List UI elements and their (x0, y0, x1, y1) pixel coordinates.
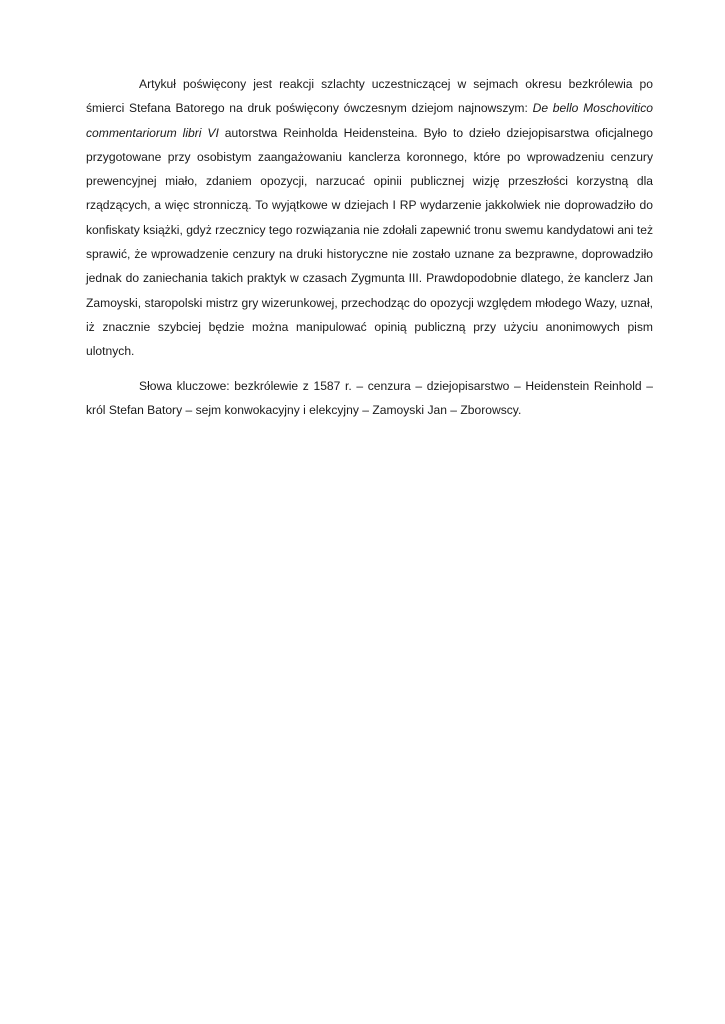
abstract-text-part2: autorstwa Reinholda Heidensteina. Było to dzieło dziejopisarstwa oficjalnego przygotowane przy osobistym zaangażowaniu kanclerza koronnego, które po wprowadzeniu cenzury prewencyjnej miało, zdaniem opozycji, narzucać opinii publicznej wizję przeszłości korzystną dla rządzących, a więc stronniczą. To wyjątkowe w dziejach I RP wydarzenie jakkolwiek nie doprowadziło do konfiskaty książki, gdyż rzecznicy tego rozwiązania nie zdołali zapewnić tronu swemu kandydatowi ani też sprawić, że wprowadzenie cenzury na druki historyczne nie zostało uznane za bezprawne, doprowadziło jednak do zaniechania takich praktyk w czasach Zygmunta III. Prawdopodobnie dlatego, że kanclerz Jan Zamoyski, staropolski mistrz gry wizerunkowej, przechodząc do opozycji względem młodego Wazy, uznał, iż znacznie szybciej będzie można manipulować opinią publiczną przy użyciu anonimowych pism ulotnych. (86, 125, 653, 359)
document-body (86, 72, 653, 422)
book-title: De bello Moschovitico commentariorum libri VI (86, 101, 653, 140)
abstract-text-part1: Artykuł poświęcony jest reakcji szlachty uczestniczącej w sejmach okresu bezkrólewia po śmierci Stefana Batorego na druk poświęcony ówczesnym dziejom najnowszym: (86, 77, 653, 116)
keywords-paragraph: Słowa kluczowe: bezkrólewie z 1587 r. – cenzura – dziejopisarstwo – Heidenstein Reinhold – król Stefan Batory – sejm konwokacyjny i elekcyjny – Zamoyski Jan – Zborowscy. (86, 378, 653, 417)
abstract-paragraph (86, 72, 653, 364)
